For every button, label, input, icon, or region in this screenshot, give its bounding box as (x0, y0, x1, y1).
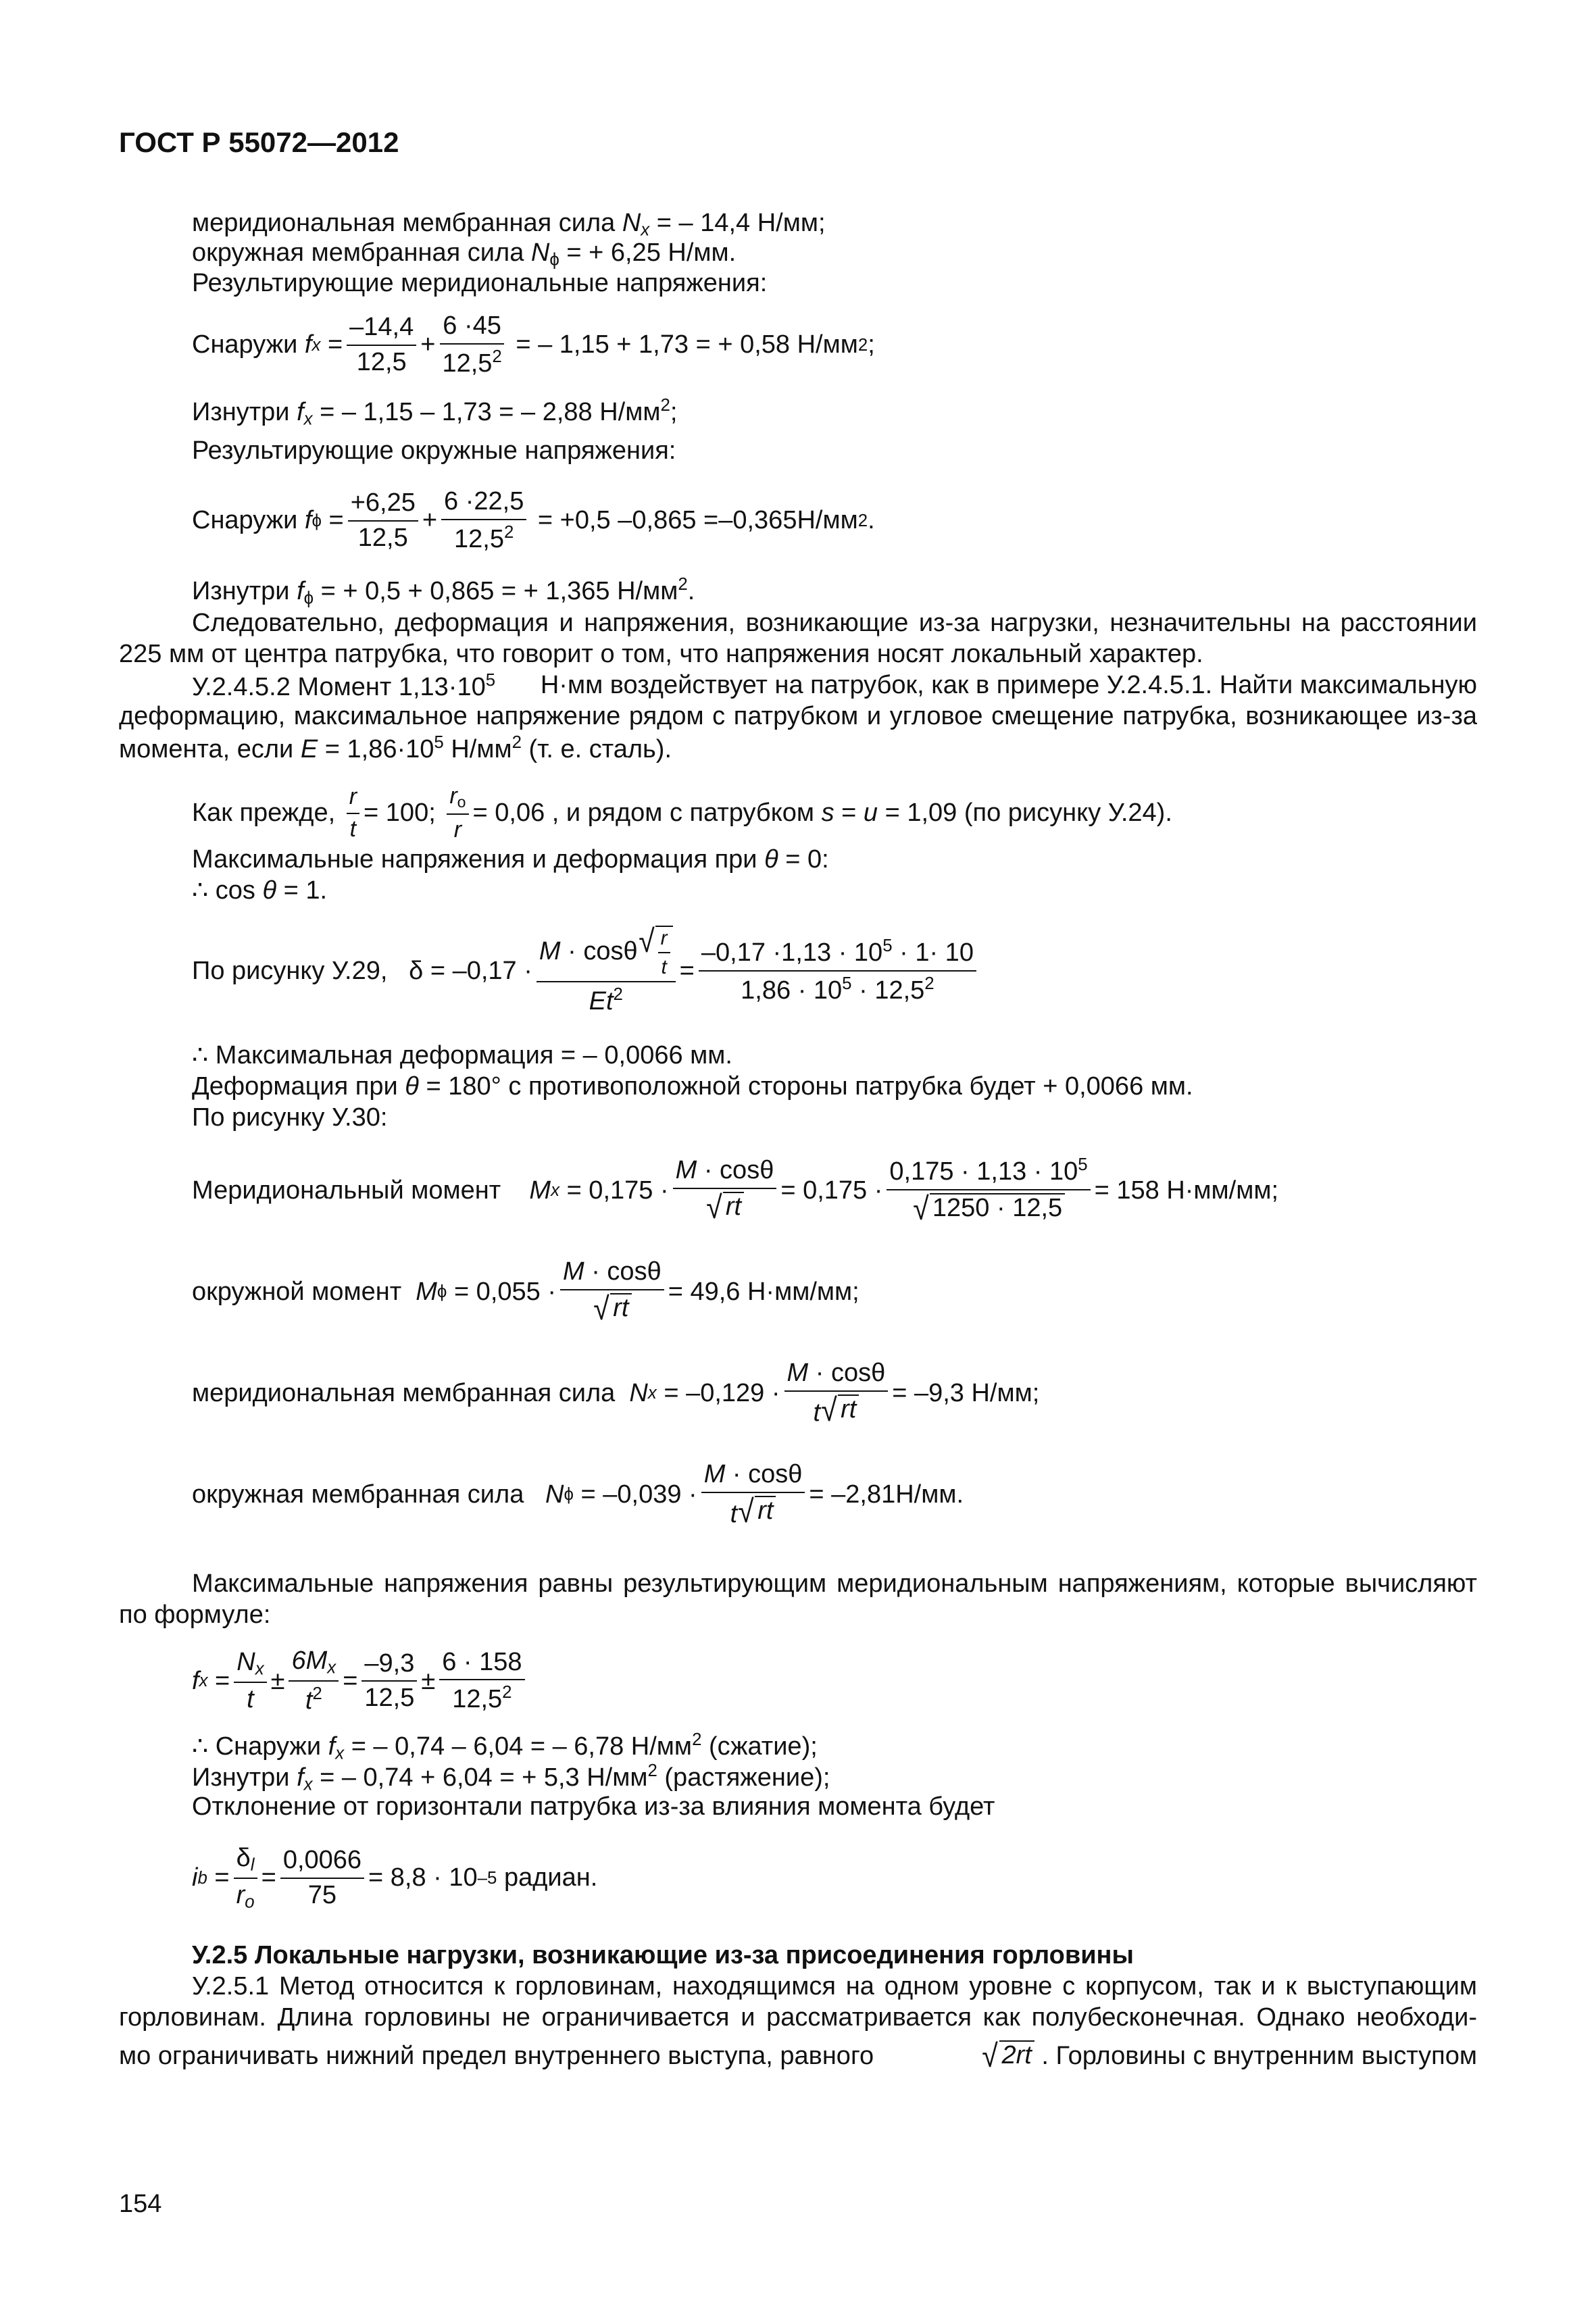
formula-angular-displacement: i b = $\frac{\delta_l}{r_o}$ = $\frac{0,0066}{75}$ = 8,8 · 10 –5 радиан. (192, 1844, 598, 1912)
text-line: Изнутри $f_\phi$ = + 0,5 + 0,865 = + 1,365 $Н/мм^2$. (192, 575, 695, 608)
paragraph-line: момента, если $E = 1,86\cdot 10^5$ $Н/мм^2$ (т. е. сталь). (119, 733, 672, 764)
text-line: Изнутри $f_x$ = – 0,74 + 6,04 = + 5,3 $Н/мм^2$ (растяжение); (192, 1761, 830, 1794)
text-line: По рисунку У.30: (192, 1103, 388, 1132)
formula-hoop-moment: окружной момент M ϕ = 0,055 · M · cosθ √ rt = 49,6 Н·мм/мм; (192, 1257, 859, 1327)
text-line: Результирующие окружные напряжения: (192, 436, 676, 465)
paragraph-line: У.2.5.1 Метод относится к горловинам, находящимся на одном уровне с корпусом, так и к выступающим (192, 1972, 1477, 2001)
formula-meridional-membrane-force: меридиональная мембранная сила N x = –0,129 · M · cosθ t √ rt = –9,3 Н/мм; (192, 1359, 1040, 1428)
formula-outer-hoop-stress: Снаружи f ϕ = $\frac{+6,25}{12,5}$ + $\frac{6 \cdot 22,5}{12,5^2}$ = +0,5 –0,865 =–0,365Н/мм 2 . (192, 487, 875, 553)
text-line: Максимальные напряжения и деформация при θ = 0: (192, 845, 829, 874)
section-title: У.2.5 Локальные нагрузки, возникающие из-за присоединения горловины (192, 1941, 1134, 1969)
formula-max-stress: f x = $\frac{N_x}{t}$ ± $\frac{6M_x}{t^2}$ = $\frac{-9,3}{12,5}$ ± $\frac{6 \cdot 158}{12,5^2}$ (192, 1647, 529, 1715)
text-line: ∴ cos θ = 1. (192, 876, 328, 905)
formula-hoop-membrane-force: окружная мембранная сила N ϕ = –0,039 · M · cosθ t √ rt = –2,81Н/мм. (192, 1460, 964, 1530)
paragraph-line: Максимальные напряжения равны результирующим меридиональным напряжениям, которые вычисляют (192, 1569, 1477, 1598)
paragraph-line: Следовательно, деформация и напряжения, возникающие из-за нагрузки, незначительны на расстоянии (192, 609, 1477, 637)
text-line: Результирующие меридиональные напряжения: (192, 269, 768, 297)
document-header: ГОСТ Р 55072—2012 (119, 126, 399, 158)
paragraph-line: мо ограничивать нижний предел внутреннего выступа, равного √ 2rt . Горловины с внутренним выступом (119, 2038, 1477, 2074)
text-line: меридиональная мембранная сила $N_x$ = – 14,4 Н/мм; (192, 209, 826, 240)
paragraph-line: 225 мм от центра патрубка, что говорит о том, что напряжения носят локальный характер. (119, 640, 1203, 668)
formula-ratios: Как прежде, $\frac{r}{t}$ = 100; $\frac{r_o}{r}$ = 0,06 , и рядом с патрубком s = u = 1,09 (по рисунку У.24). (192, 783, 1172, 843)
paragraph-line: горловинам. Длина горловины не ограничивается и рассматривается как полубесконечная. Однако необходи- (119, 2003, 1477, 2032)
formula-meridional-moment: Меридиональный момент M x = 0,175 · M · cosθ √ rt = 0,175 · $0,175 \cdot 1,13 \cdot 10^5$ √ 1250 · 12,5 = 158 Н·мм/мм; (192, 1155, 1279, 1227)
text-line: ∴ Максимальная деформация = – 0,0066 мм. (192, 1041, 732, 1070)
text-line: Отклонение от горизонтали патрубка из-за влияния момента будет (192, 1792, 995, 1821)
text-line: Деформация при θ = 180° с противоположной стороны патрубка будет + 0,0066 мм. (192, 1072, 1193, 1101)
paragraph-line: У.2.4.5.2 Момент $1,13\cdot 10^5$ Н·мм воздействует на патрубок, как в примере У.2.4.5.1. Найти максимальную (192, 671, 1477, 702)
paragraph-line: деформацию, максимальное напряжение рядом с патрубком и угловое смещение патрубка, возникающее из-за (119, 702, 1477, 730)
text-line: окружная мембранная сила $N_\phi$ = + 6,25 Н/мм. (192, 238, 737, 270)
formula-outer-meridional-stress: Снаружи f x = $\frac{-14,4}{12,5}$ + $\frac{6 \cdot 45}{12,5^2}$ = – 1,15 + 1,73 = + 0,58 Н/мм 2 ; (192, 311, 875, 378)
paragraph-line: по формуле: (119, 1601, 271, 1629)
page-number: 154 (119, 2190, 162, 2218)
formula-deformation: По рисунку У.29, δ = –0,17 · M · cosθ √ $\frac{r}{t}$ Et$^2$ = $\frac{-0,17 \cdot 1,13 \cdot 10^5 \cdot 1\cdot 10}{1,86 \cdot 10^5 \cdot 12,5^2}$ (192, 926, 980, 1016)
text-line: ∴ Снаружи $f_x$ = – 0,74 – 6,04 = – 6,78 $Н/мм^2$ (сжатие); (192, 1730, 818, 1763)
sqrt-symbol: √ $\frac{r}{t}$ (638, 926, 673, 978)
text-line: Изнутри $f_x$ = – 1,15 – 1,73 = – 2,88 $Н/мм^2$; (192, 396, 678, 429)
